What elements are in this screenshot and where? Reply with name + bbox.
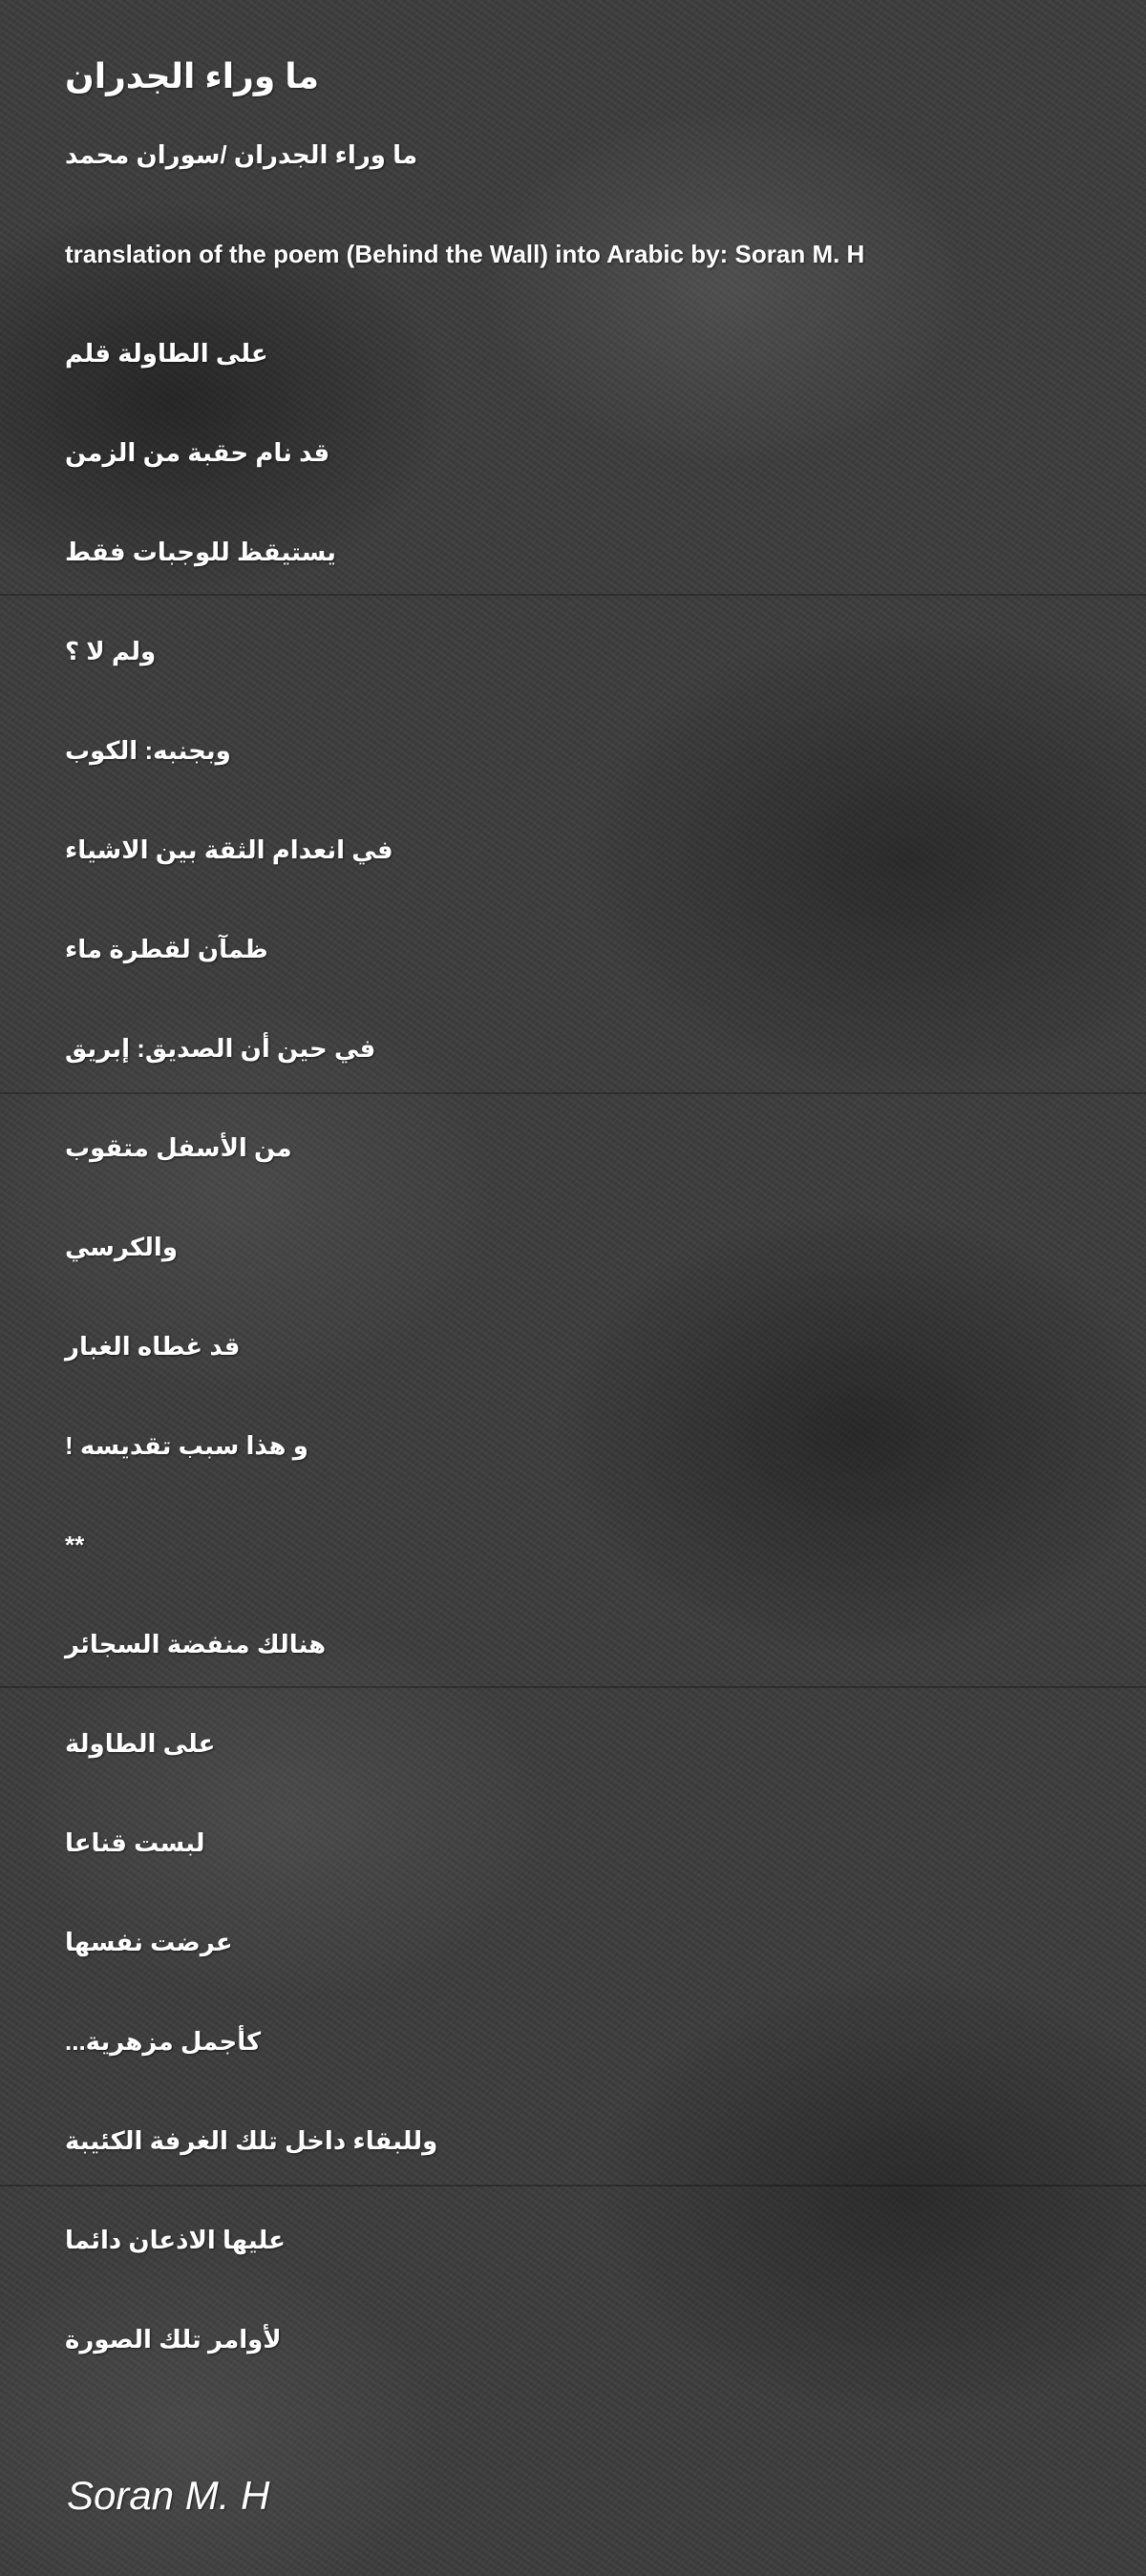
poem-line: يستيقظ للوجبات فقط — [65, 538, 336, 566]
poem-line: من الأسفل متقوب — [65, 1133, 292, 1162]
poem-line: في حين أن الصديق: إبريق — [65, 1034, 376, 1063]
poem-container — [65, 48, 1125, 2389]
poem-line: عليها الاذعان دائما — [65, 2226, 286, 2254]
poem-line: وبجنبه: الكوب — [65, 736, 231, 765]
poem-line: ما وراء الجدران /سوران محمد — [65, 140, 418, 169]
poem-line: ظمآن لقطرة ماء — [65, 935, 268, 963]
poem-line: كأجمل مزهرية... — [65, 2027, 262, 2056]
poem-line: و هذا سبب تقديسه ! — [65, 1431, 308, 1460]
poem-line: والكرسي — [65, 1233, 179, 1261]
poem-line: عرضت نفسها — [65, 1928, 233, 1956]
poem-title: ما وراء الجدران — [65, 56, 320, 95]
poem-line: وللبقاء داخل تلك الغرفة الكئيبة — [65, 2126, 438, 2155]
poem-line: لبست قناعا — [65, 1828, 205, 1857]
poem-line: قد غطاه الغبار — [65, 1332, 241, 1361]
poem-line: لأوامر تلك الصورة — [65, 2325, 282, 2354]
poem-line: ** — [65, 1531, 85, 1559]
poem-line: ولم لا ؟ — [65, 637, 157, 665]
poem-line: في انعدام الثقة بين الاشياء — [65, 835, 393, 864]
author-signature: Soran M. H — [67, 2473, 270, 2518]
poem-body — [65, 105, 1125, 2389]
poem-line: هنالك منفضة السجائر — [65, 1630, 327, 1658]
poem-line: translation of the poem (Behind the Wall) into Arabic by: Soran M. H — [65, 240, 865, 268]
poem-line: قد نام حقبة من الزمن — [65, 438, 330, 467]
poem-line: على الطاولة قلم — [65, 339, 268, 368]
poem-line: على الطاولة — [65, 1729, 216, 1758]
